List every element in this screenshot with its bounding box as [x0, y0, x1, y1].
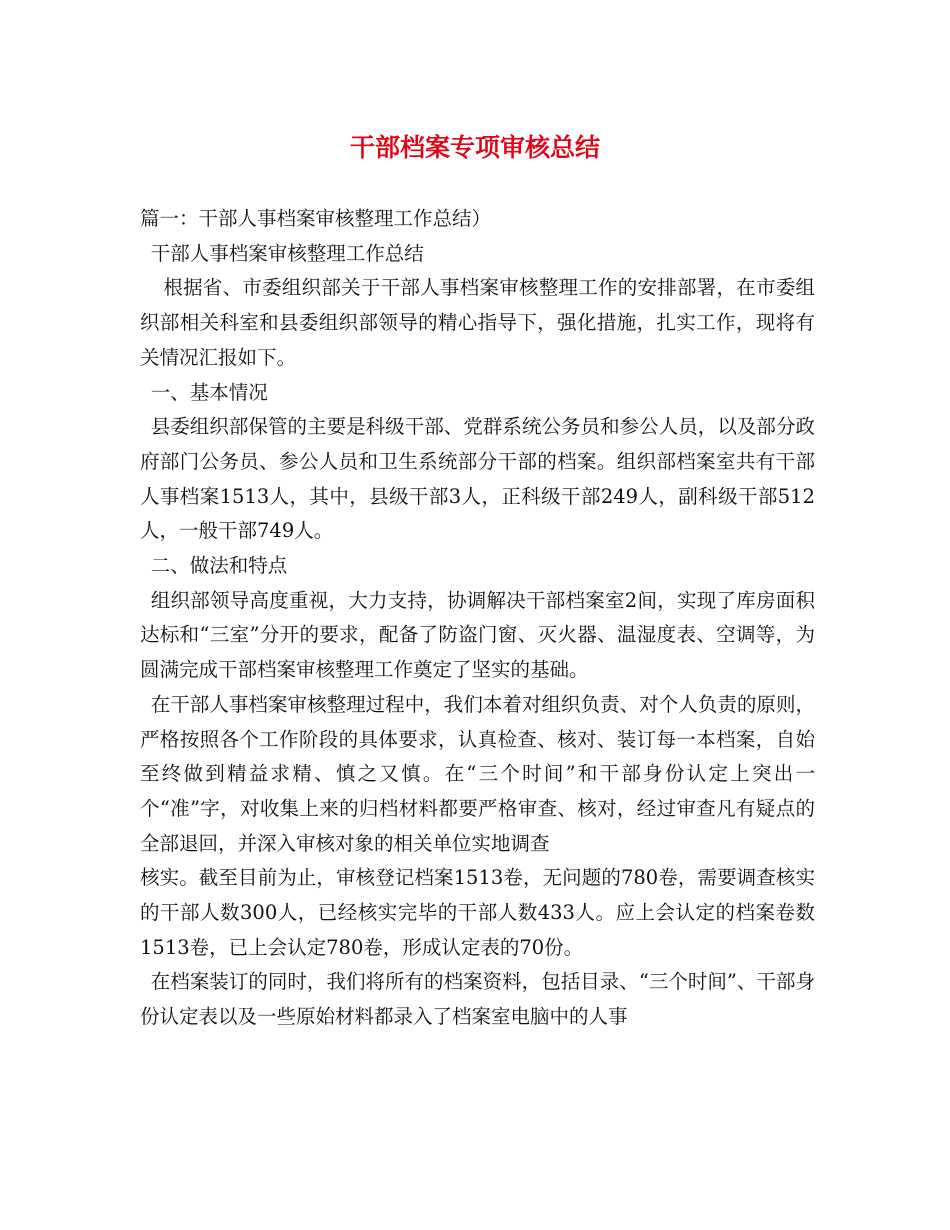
- subtitle: 干部人事档案审核整理工作总结: [150, 241, 424, 265]
- intro-paragraph: 根据省、市委组织部关于干部人事档案审核整理工作的安排部署，在市委组织部相关科室和县委组织部领导的精心指导下，强化措施，扎实工作，现将有关情况汇报如下。: [140, 276, 815, 369]
- basic-situation-paragraph: 县委组织部保管的主要是科级干部、党群系统公务员和参公人员，以及部分政府部门公务员、参公人员和卫生系统部分干部的档案。组织部档案室共有干部人事档案1513人，其中，县级干部3人，正科级干部249人，副科级干部512人，一般干部749人。: [140, 415, 815, 543]
- methods-paragraph-3: 核实。截至目前为止，审核登记档案1513卷，无问题的780卷，需要调查核实的干部人数300人，已经核实完毕的干部人数433人。应上会认定的档案卷数1513卷，已上会认定780卷，形成认定表的70份。: [140, 866, 815, 959]
- document-body: [140, 202, 815, 1035]
- section-heading-basic: 一、基本情况: [150, 380, 268, 404]
- document-title: 干部档案专项审核总结: [349, 133, 600, 162]
- methods-paragraph-4: 在档案装订的同时，我们将所有的档案资料，包括目录、“三个时间”、干部身份认定表以及一些原始材料都录入了档案室电脑中的人事: [140, 970, 815, 1029]
- article-heading: 篇一：干部人事档案审核整理工作总结）: [140, 207, 492, 230]
- methods-paragraph-1: 组织部领导高度重视，大力支持，协调解决干部档案室2间，实现了库房面积达标和“三室”分开的要求，配备了防盗门窗、灭火器、温湿度表、空调等，为圆满完成干部档案审核整理工作奠定了坚实的基础。: [140, 588, 815, 682]
- methods-paragraph-2: 在干部人事档案审核整理过程中，我们本着对组织负责、对个人负责的原则，严格按照各个工作阶段的具体要求，认真检查、核对、装订每一本档案，自始至终做到精益求精、慎之又慎。在“三个时间”和干部身份认定上突出一个“准”字，对收集上来的归档材料都要严格审查、核对，经过审查凡有疑点的全部退回，并深入审核对象的相关单位实地调查: [140, 692, 815, 855]
- section-heading-methods: 二、做法和特点: [150, 554, 288, 578]
